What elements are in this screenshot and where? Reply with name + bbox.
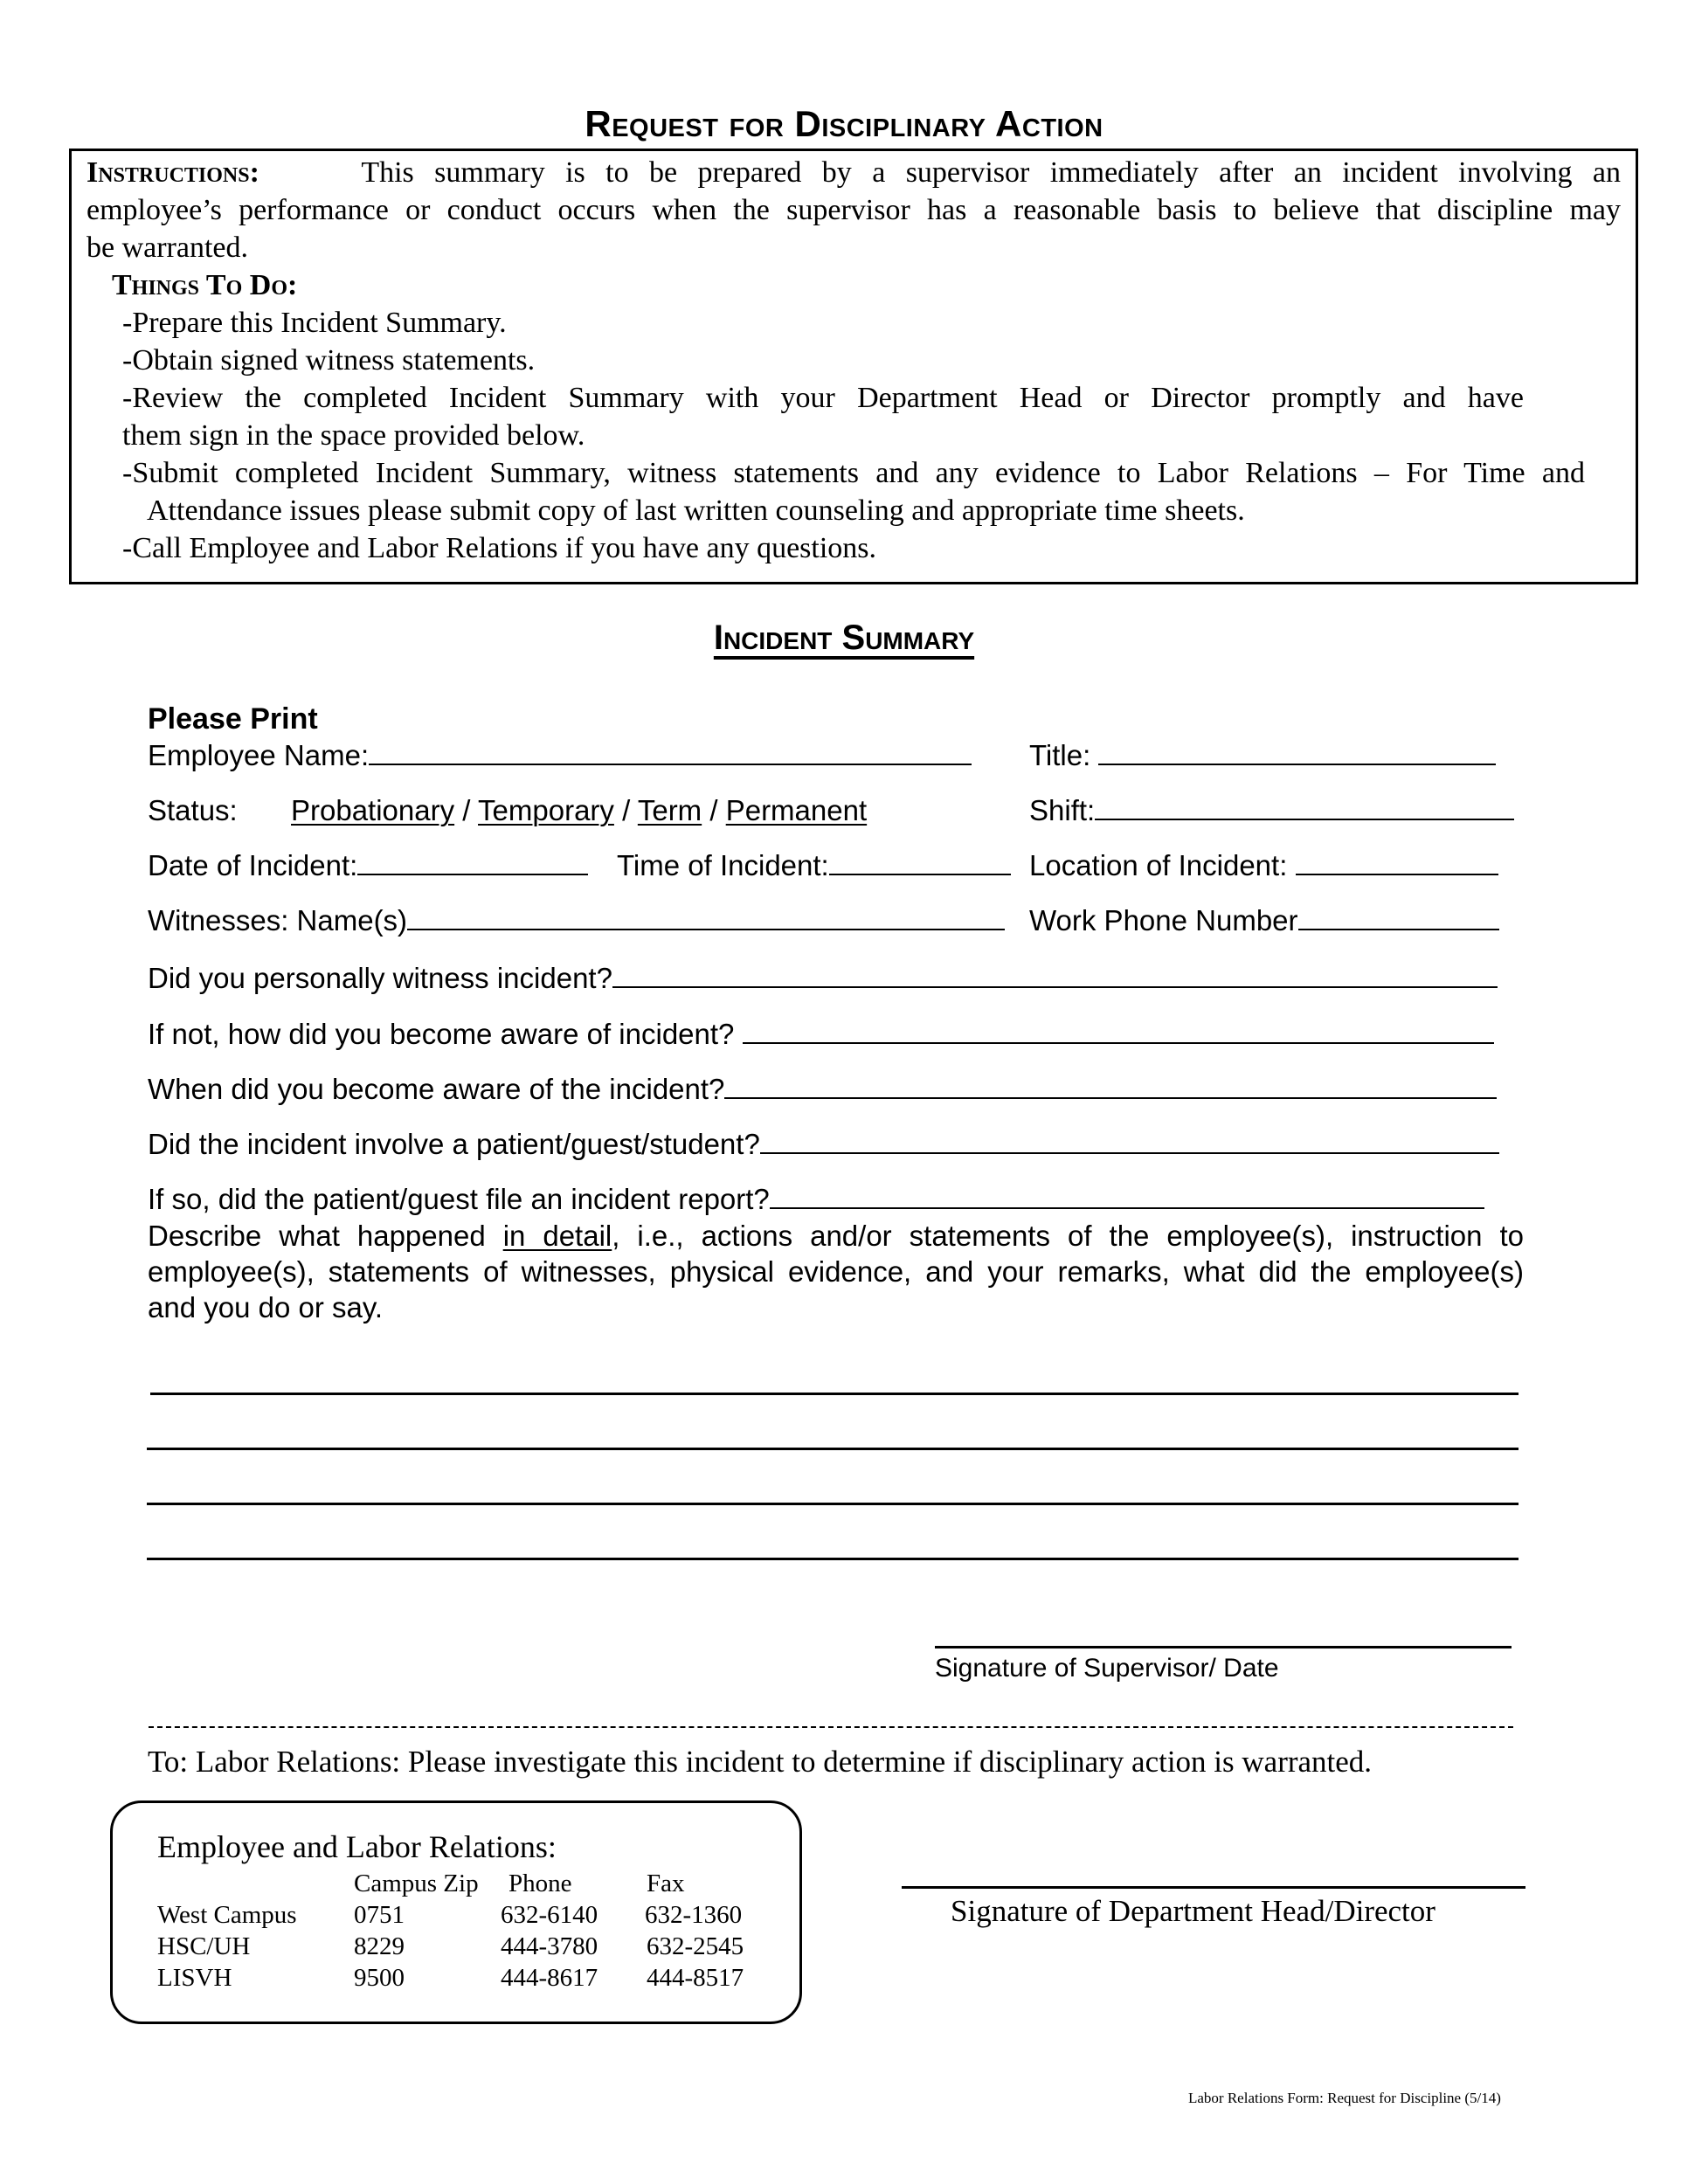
instructions-label: Instructions: bbox=[86, 156, 259, 189]
document-title: Request for Disciplinary Action bbox=[585, 103, 1103, 144]
time-of-incident-field bbox=[617, 849, 1011, 882]
employee-name-label: Employee Name: bbox=[148, 739, 370, 771]
description-writing-line[interactable] bbox=[147, 1558, 1519, 1560]
description-writing-line[interactable] bbox=[147, 1503, 1519, 1505]
witnesses-field bbox=[148, 904, 1005, 937]
describe-text: Describe what happened bbox=[148, 1220, 503, 1252]
status-options bbox=[291, 794, 867, 827]
contact-box-title: Employee and Labor Relations: bbox=[157, 1829, 557, 1864]
how-aware-label: If not, how did you become aware of incident? bbox=[148, 1018, 735, 1050]
campus-fax: 632-1360 bbox=[645, 1901, 743, 1929]
status-option-probationary[interactable]: Probationary bbox=[291, 794, 455, 826]
todo-item: -Review the completed Incident Summary with your Department Head or Director promptly and have bbox=[122, 382, 1524, 414]
how-aware-input[interactable] bbox=[743, 1018, 1494, 1044]
campus-zip: 0751 bbox=[354, 1901, 405, 1929]
description-writing-line[interactable] bbox=[150, 1393, 1519, 1395]
personally-witness-label: Did you personally witness incident? bbox=[148, 962, 612, 994]
instructions-line-2: employee’s performance or conduct occurs when the supervisor has a reasonable basis to believe that discipline may bbox=[86, 194, 1621, 226]
column-header-fax: Fax bbox=[647, 1870, 685, 1897]
describe-line-2: employee(s), statements of witnesses, physical evidence, and your remarks, what did the employee(s) bbox=[148, 1255, 1524, 1288]
location-of-incident-field bbox=[1029, 849, 1498, 882]
when-aware-field bbox=[148, 1073, 1497, 1106]
instructions-line-1 bbox=[86, 154, 1621, 191]
witnesses-label: Witnesses: Name(s) bbox=[148, 904, 408, 936]
things-to-do-label: Things To Do: bbox=[112, 269, 298, 301]
status-field bbox=[148, 794, 238, 827]
separator: / bbox=[454, 794, 479, 826]
todo-item: -Obtain signed witness statements. bbox=[122, 344, 536, 377]
involve-patient-input[interactable] bbox=[760, 1128, 1499, 1154]
witnesses-input[interactable] bbox=[407, 904, 1005, 930]
instructions-text: This summary is to be prepared by a supervisor immediately after an incident involving an bbox=[361, 156, 1621, 189]
time-of-incident-input[interactable] bbox=[829, 849, 1011, 875]
how-aware-field bbox=[148, 1018, 1494, 1051]
campus-fax: 444-8517 bbox=[647, 1964, 744, 1992]
status-option-permanent[interactable]: Permanent bbox=[725, 794, 868, 826]
campus-phone: 444-8617 bbox=[501, 1964, 598, 1992]
campus-phone: 632-6140 bbox=[501, 1901, 598, 1929]
department-head-signature-line[interactable] bbox=[902, 1886, 1525, 1889]
when-aware-input[interactable] bbox=[724, 1073, 1497, 1099]
status-label: Status: bbox=[148, 794, 238, 826]
title-field bbox=[1029, 739, 1496, 772]
campus-zip: 8229 bbox=[354, 1932, 405, 1960]
involve-patient-field bbox=[148, 1128, 1499, 1161]
separator: / bbox=[702, 794, 726, 826]
describe-line-1 bbox=[148, 1220, 1524, 1253]
date-of-incident-label: Date of Incident: bbox=[148, 849, 358, 881]
todo-item-continued: Attendance issues please submit copy of last written counseling and appropriate time sheets. bbox=[147, 494, 1245, 527]
work-phone-field bbox=[1029, 904, 1499, 937]
todo-item: -Submit completed Incident Summary, witness statements and any evidence to Labor Relations – For Time and bbox=[122, 457, 1585, 489]
location-of-incident-label: Location of Incident: bbox=[1029, 849, 1288, 881]
describe-line-3: and you do or say. bbox=[148, 1291, 384, 1324]
shift-input[interactable] bbox=[1095, 794, 1514, 820]
when-aware-label: When did you become aware of the incident? bbox=[148, 1073, 725, 1105]
involve-patient-label: Did the incident involve a patient/guest/student? bbox=[148, 1128, 760, 1160]
campus-phone: 444-3780 bbox=[501, 1932, 598, 1960]
incident-summary-heading bbox=[0, 619, 1688, 658]
supervisor-signature-label: Signature of Supervisor/ Date bbox=[935, 1654, 1279, 1683]
personally-witness-field bbox=[148, 962, 1498, 995]
title-input[interactable] bbox=[1098, 739, 1496, 765]
labor-relations-request-text: To: Labor Relations: Please investigate this incident to determine if disciplinary action is warranted. bbox=[148, 1745, 1373, 1779]
campus-zip: 9500 bbox=[354, 1964, 405, 1992]
employee-name-input[interactable] bbox=[369, 739, 972, 765]
shift-field bbox=[1029, 794, 1514, 827]
date-of-incident-field bbox=[148, 849, 588, 882]
shift-label: Shift: bbox=[1029, 794, 1096, 826]
location-of-incident-input[interactable] bbox=[1296, 849, 1498, 875]
please-print-label: Please Print bbox=[148, 702, 318, 736]
title-label: Title: bbox=[1029, 739, 1091, 771]
separator: / bbox=[613, 794, 638, 826]
form-footer: Labor Relations Form: Request for Discipline (5/14) bbox=[1188, 2090, 1501, 2106]
incident-report-input[interactable] bbox=[770, 1183, 1484, 1209]
work-phone-label: Work Phone Number bbox=[1029, 904, 1298, 936]
describe-emphasis: in detail bbox=[502, 1220, 612, 1252]
campus-fax: 632-2545 bbox=[647, 1932, 744, 1960]
description-writing-line[interactable] bbox=[147, 1448, 1519, 1450]
status-option-temporary[interactable]: Temporary bbox=[478, 794, 614, 826]
incident-report-label: If so, did the patient/guest file an incident report? bbox=[148, 1183, 770, 1215]
column-header-campus-zip: Campus Zip bbox=[354, 1870, 479, 1897]
department-head-signature-label: Signature of Department Head/Director bbox=[951, 1894, 1435, 1928]
instructions-line-3: be warranted. bbox=[86, 232, 249, 264]
dashed-separator bbox=[149, 1726, 1513, 1728]
personally-witness-input[interactable] bbox=[612, 962, 1498, 988]
employee-name-field bbox=[148, 739, 972, 772]
status-option-term[interactable]: Term bbox=[637, 794, 702, 826]
campus-name: West Campus bbox=[157, 1901, 297, 1929]
todo-item: -Prepare this Incident Summary. bbox=[122, 307, 507, 339]
campus-name: LISVH bbox=[157, 1964, 232, 1992]
campus-name: HSC/UH bbox=[157, 1932, 251, 1960]
work-phone-input[interactable] bbox=[1298, 904, 1499, 930]
describe-text: , i.e., actions and/or statements of the employee(s), instruction to bbox=[612, 1220, 1525, 1252]
supervisor-signature-line[interactable] bbox=[935, 1646, 1512, 1648]
todo-item-continued: them sign in the space provided below. bbox=[122, 419, 585, 452]
incident-report-field bbox=[148, 1183, 1484, 1216]
column-header-phone: Phone bbox=[508, 1870, 572, 1897]
todo-item: -Call Employee and Labor Relations if you have any questions. bbox=[122, 532, 877, 564]
incident-summary-heading-text: Incident Summary bbox=[713, 619, 975, 657]
time-of-incident-label: Time of Incident: bbox=[617, 849, 829, 881]
date-of-incident-input[interactable] bbox=[357, 849, 588, 875]
